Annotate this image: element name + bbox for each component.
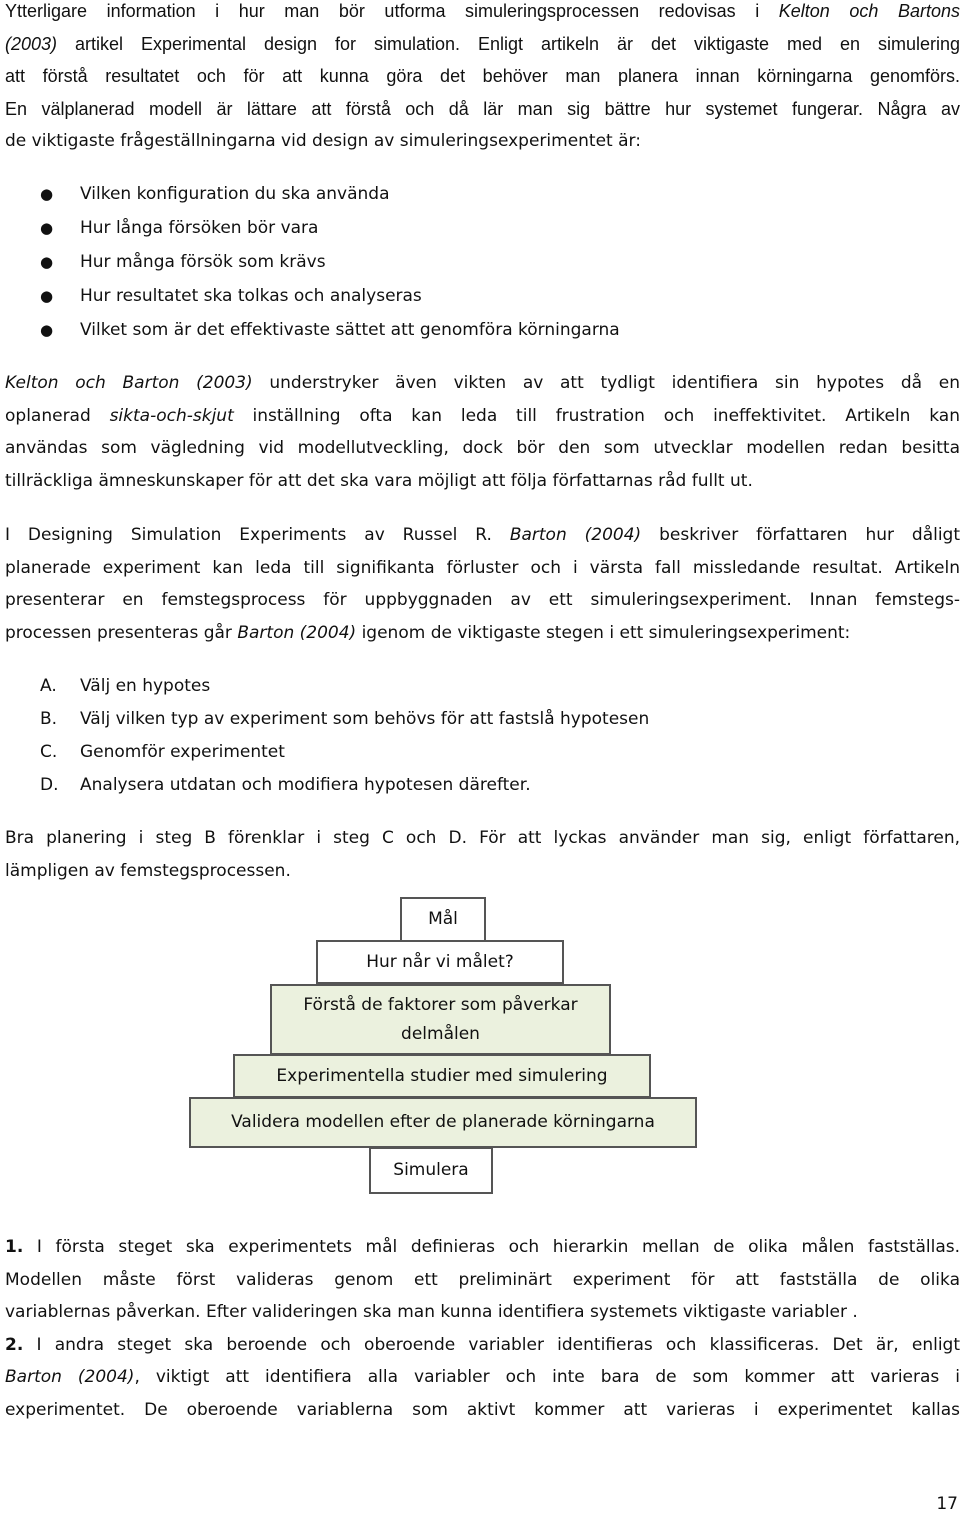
intro-paragraph: [5, 0, 960, 158]
bullet-icon: ●: [40, 185, 54, 203]
pyramid-label: Validera modellen efter de planerade körningarna: [231, 1112, 655, 1132]
pyramid-label: Experimentella studier med simulering: [276, 1065, 608, 1086]
citation: Barton (2004): [509, 525, 642, 545]
paragraph-text: planerade experiment kan leda till signifikanta förluster och i värsta fall missledande resultat. Artikeln: [5, 557, 960, 578]
list-item-text: Analysera utdatan och modifiera hypotesen därefter.: [80, 775, 531, 795]
steps-paragraph: [5, 1231, 960, 1426]
paragraph-text: Bra planering i steg B förenklar i steg C och D. För att lyckas använder man sig, enligt författaren,: [5, 828, 960, 848]
page-number: 17: [936, 1494, 958, 1514]
step-number: 2.: [5, 1334, 24, 1355]
pyramid-how-box: [316, 940, 564, 984]
intro-text: Ytterligare information i hur man bör utforma simuleringsprocessen redovisas i: [5, 1, 779, 21]
paragraph-text: processen presenteras går: [5, 622, 238, 643]
pyramid-label: Hur når vi målet?: [366, 951, 514, 972]
intro-text: de viktigaste frågeställningarna vid design av simuleringsexperimentet är:: [5, 131, 641, 151]
list-marker: B.: [40, 709, 58, 729]
paragraph-text: lämpligen av femstegsprocessen.: [5, 860, 291, 881]
bullet-icon: ●: [40, 287, 54, 305]
paragraph-text: , viktigt att identifiera alla variabler och inte bara de som kommer att varieras i: [134, 1367, 960, 1387]
paragraph-text: inställning ofta kan leda till frustration och ineffektivitet. Artikeln kan: [233, 405, 960, 426]
list-item-text: Hur resultatet ska tolkas och analyseras: [80, 286, 422, 306]
paragraph-text: användas som vägledning vid modellutveckling, dock bör den som utvecklar modellen redan besitta: [5, 438, 960, 458]
list-item-text: Välj en hypotes: [80, 676, 211, 696]
citation: Barton (2004): [237, 622, 357, 643]
pyramid-understand-box: [270, 984, 611, 1055]
paragraph-text: experimentet. De oberoende variablerna som aktivt kommer att varieras i experimentet kallas: [5, 1399, 960, 1420]
list-marker: D.: [40, 775, 59, 795]
citation: Kelton och Barton (2003): [5, 373, 253, 393]
list-marker: A.: [40, 676, 57, 696]
paragraph-text: igenom de viktigaste stegen i ett simuleringsexperiment:: [356, 622, 851, 643]
paragraph-text: Modellen måste först valideras genom ett preliminärt experiment för att fastställa de olika: [5, 1269, 960, 1290]
kelton-paragraph: [5, 367, 960, 497]
paragraph-text: presenterar en femstegsprocess för uppbyggnaden av ett simuleringsexperiment. Innan femstegs-: [5, 590, 960, 610]
intro-text: att förstå resultatet och för att kunna göra det behöver man planera innan körningarna genomförs.: [5, 66, 960, 86]
planning-paragraph: [5, 822, 960, 887]
pyramid-label: Mål: [428, 909, 458, 929]
pyramid-validate-box: [189, 1097, 697, 1148]
list-item-text: Vilket som är det effektivaste sättet att genomföra körningarna: [80, 320, 620, 340]
list-marker: C.: [40, 742, 58, 762]
pyramid-label: Simulera: [393, 1160, 469, 1180]
pyramid-simulate-box: [369, 1147, 493, 1194]
intro-text: En välplanerad modell är lättare att förstå och då lär man sig bättre hur systemet fungerar. Några av: [5, 98, 960, 119]
citation: Kelton och Bartons: [778, 1, 960, 21]
list-item-text: Vilken konfiguration du ska använda: [80, 184, 390, 204]
paragraph-text: I andra steget ska beroende och oberoende variabler identifieras och klassificeras. Det är, enligt: [23, 1334, 960, 1355]
paragraph-text: I Designing Simulation Experiments av Russel R.: [5, 525, 510, 545]
bullet-icon: ●: [40, 321, 54, 339]
citation: Barton (2004): [5, 1367, 135, 1387]
paragraph-text: understryker även vikten av att tydligt identifiera sin hypotes då en: [252, 373, 960, 393]
paragraph-text: beskriver författaren hur dåligt: [641, 525, 960, 545]
paragraph-text: I första steget ska experimentets mål definieras och hierarkin mellan de olika målen fastställas.: [23, 1237, 960, 1257]
pyramid-goal-box: [400, 897, 486, 942]
pyramid-label: Förstå de faktorer som påverkar delmålen: [303, 994, 578, 1044]
bullet-icon: ●: [40, 253, 54, 271]
citation: (2003): [5, 33, 58, 54]
list-item-text: Genomför experimentet: [80, 742, 285, 762]
paragraph-text: variablernas påverkan. Efter valideringen ska man kunna identifiera systemets viktigaste variabler .: [5, 1302, 858, 1322]
barton-paragraph: [5, 519, 960, 649]
list-item-text: Hur långa försöken bör vara: [80, 218, 319, 238]
list-item-text: Hur många försök som krävs: [80, 252, 326, 272]
pyramid-experiments-box: [233, 1054, 651, 1098]
paragraph-text: oplanerad: [5, 405, 110, 426]
step-number: 1.: [5, 1237, 24, 1257]
list-item-text: Välj vilken typ av experiment som behövs för att fastslå hypotesen: [80, 709, 650, 729]
paragraph-text: tillräckliga ämneskunskaper för att det ska vara möjligt att följa författarnas råd fullt ut.: [5, 470, 753, 491]
bullet-icon: ●: [40, 219, 54, 237]
emphasis-text: sikta-och-skjut: [109, 405, 234, 426]
intro-text: artikel Experimental design for simulation. Enligt artikeln är det viktigaste med en simulering: [57, 33, 960, 54]
